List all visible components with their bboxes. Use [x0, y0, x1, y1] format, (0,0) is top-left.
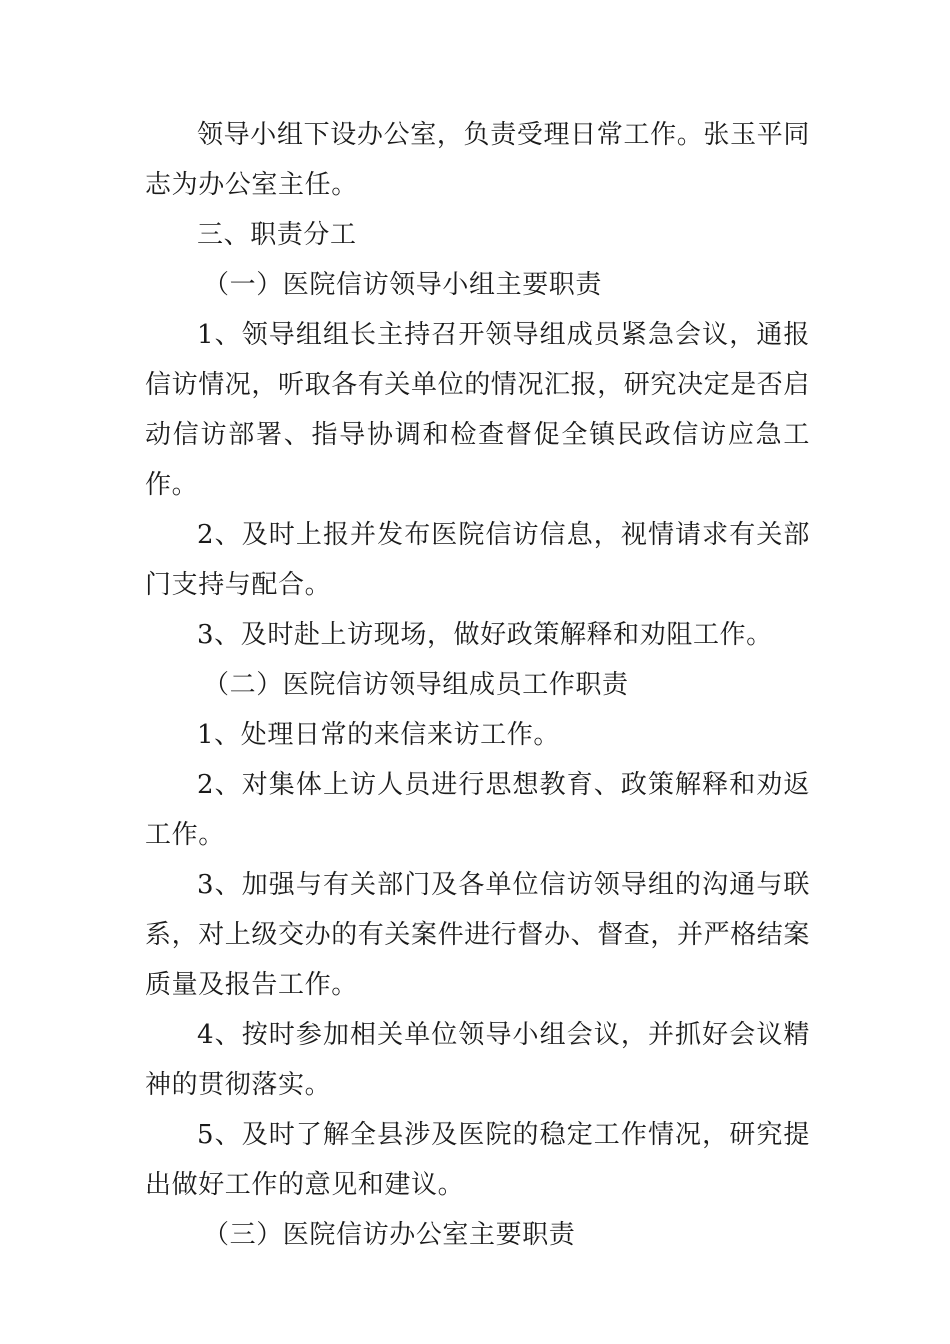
paragraph-member-duty-5: 5、及时了解全县涉及医院的稳定工作情况，研究提出做好工作的意见和建议。 — [145, 1120, 810, 1200]
paragraph-group-duty-2: 2、及时上报并发布医院信访信息，视情请求有关部门支持与配合。 — [145, 520, 810, 600]
subheading-member-duties: （二）医院信访领导组成员工作职责 — [203, 670, 629, 700]
paragraph-group-duty-1: 1、领导组组长主持召开领导组成员紧急会议，通报信访情况，听取各有关单位的情况汇报，研究决定是否启动信访部署、指导协调和检查督促全镇民政信访应急工作。 — [145, 320, 811, 500]
paragraph-member-duty-2: 2、对集体上访人员进行思想教育、政策解释和劝返工作。 — [145, 770, 810, 850]
paragraph-member-duty-4: 4、按时参加相关单位领导小组会议，并抓好会议精神的贯彻落实。 — [145, 1020, 810, 1100]
subheading-leading-group-duties: （一）医院信访领导小组主要职责 — [203, 270, 603, 300]
paragraph-group-duty-3: 3、及时赴上访现场，做好政策解释和劝阻工作。 — [197, 620, 773, 650]
subheading-office-duties: （三）医院信访办公室主要职责 — [203, 1220, 576, 1250]
paragraph-member-duty-3: 3、加强与有关部门及各单位信访领导组的沟通与联系，对上级交办的有关案件进行督办、督查，并严格结案质量及报告工作。 — [145, 870, 811, 1000]
paragraph-office-setup: 领导小组下设办公室，负责受理日常工作。张玉平同志为办公室主任。 — [145, 120, 810, 200]
paragraph-member-duty-1: 1、处理日常的来信来访工作。 — [197, 720, 560, 750]
document-body — [145, 110, 810, 1260]
section-heading-duties: 三、职责分工 — [197, 220, 357, 250]
